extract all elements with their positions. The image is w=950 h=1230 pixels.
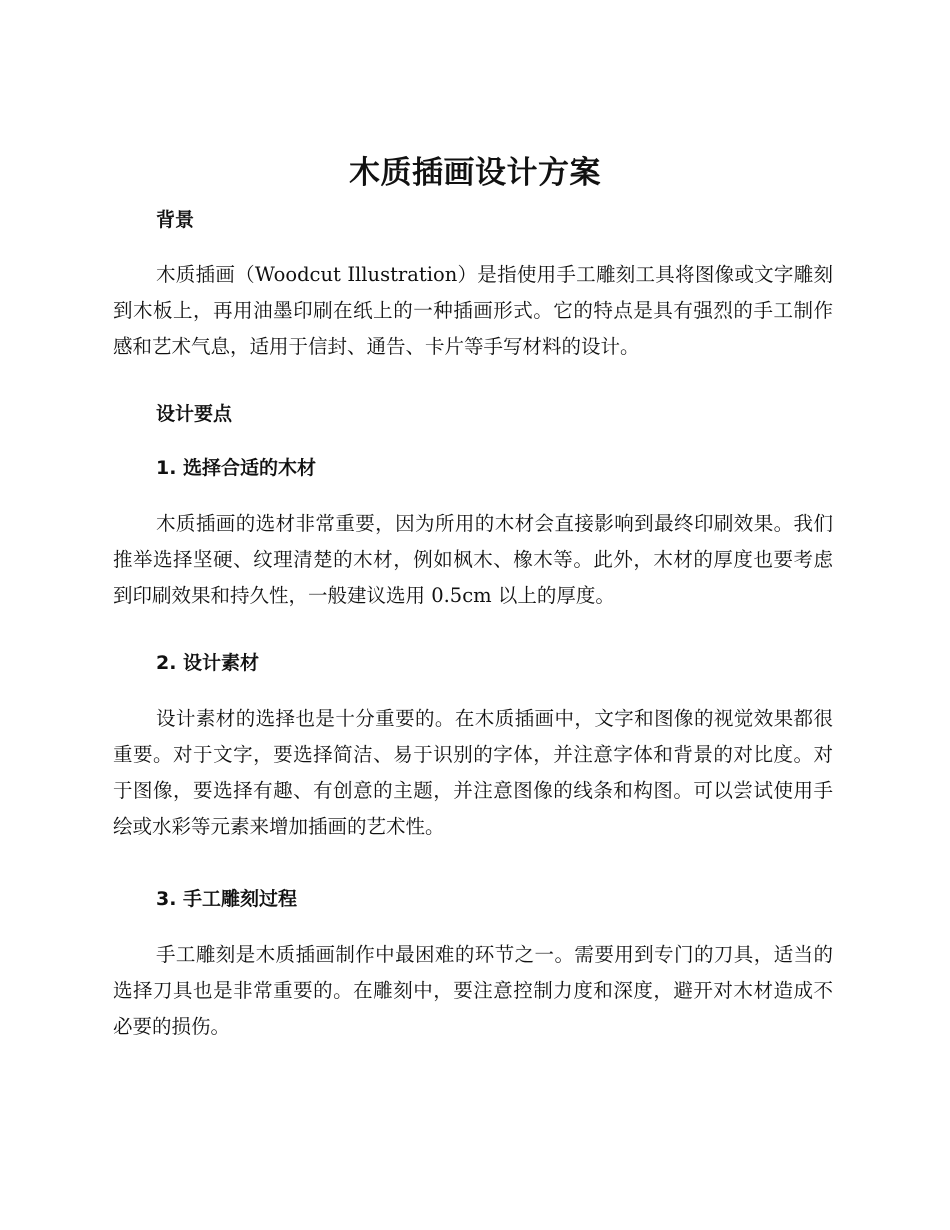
section-heading-design-material: 2. 设计素材 <box>156 652 260 674</box>
paragraph-design-material: 设计素材的选择也是十分重要的。在木质插画中，文字和图像的视觉效果都很重要。对于文字，要选择简洁、易于识别的字体，并注意字体和背景的对比度。对于图像，要选择有趣、有创意的主题，并注意图像的线条和构图。可以尝试使用手绘或水彩等元素来增加插画的艺术性。 <box>113 707 833 838</box>
section-heading-choose-wood: 1. 选择合适的木材 <box>156 457 317 479</box>
section-heading-hand-carving: 3. 手工雕刻过程 <box>156 888 298 910</box>
document-title: 木质插画设计方案 <box>349 155 601 191</box>
section-heading-design-points: 设计要点 <box>156 403 233 425</box>
paragraph-hand-carving: 手工雕刻是木质插画制作中最困难的环节之一。需要用到专门的刀具，适当的选择刀具也是非常重要的。在雕刻中，要注意控制力度和深度，避开对木材造成不必要的损伤。 <box>113 943 833 1038</box>
paragraph-choose-wood: 木质插画的选材非常重要，因为所用的木材会直接影响到最终印刷效果。我们推举选择坚硬、纹理清楚的木材，例如枫木、橡木等。此外，木材的厚度也要考虑到印刷效果和持久性，一般建议选用 0.5cm 以上的厚度。 <box>113 512 833 607</box>
section-heading-background: 背景 <box>156 209 195 231</box>
paragraph-background: 木质插画（Woodcut Illustration）是指使用手工雕刻工具将图像或文字雕刻到木板上，再用油墨印刷在纸上的一种插画形式。它的特点是具有强烈的手工制作感和艺术气息，适用于信封、通告、卡片等手写材料的设计。 <box>113 263 833 358</box>
